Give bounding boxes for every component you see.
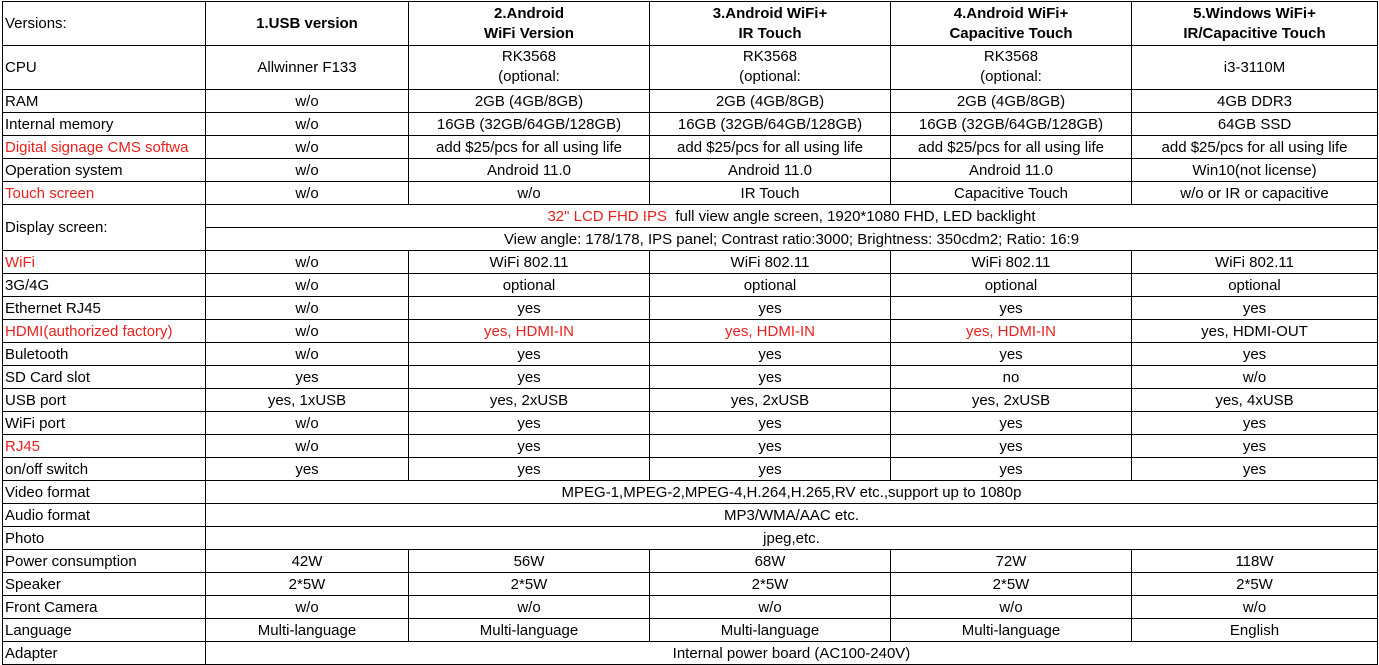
row-label: 3G/4G [3, 274, 206, 297]
table-cell: add $25/pcs for all using life [650, 136, 891, 159]
table-cell: 56W [409, 550, 650, 573]
table-row [3, 159, 1378, 182]
row-label: Digital signage CMS softwa [3, 136, 206, 159]
table-cell: w/o [206, 274, 409, 297]
table-cell: 42W [206, 550, 409, 573]
table-cell: yes [891, 458, 1132, 481]
table-cell: yes [206, 366, 409, 389]
merged-cell: MP3/WMA/AAC etc. [206, 504, 1378, 527]
table-row [3, 412, 1378, 435]
row-label: Speaker [3, 573, 206, 596]
table-row [3, 619, 1378, 642]
table-row [3, 113, 1378, 136]
row-label: Versions: [3, 2, 206, 46]
table-cell: w/o [206, 435, 409, 458]
table-cell: 68W [650, 550, 891, 573]
table-row [3, 205, 1378, 228]
row-label: Ethernet RJ45 [3, 297, 206, 320]
table-cell: 16GB (32GB/64GB/128GB) [409, 113, 650, 136]
column-header: 5.Windows WiFi+ IR/Capacitive Touch [1132, 2, 1378, 46]
table-cell: 16GB (32GB/64GB/128GB) [891, 113, 1132, 136]
table-cell: 64GB SSD [1132, 113, 1378, 136]
table-cell: w/o [1132, 366, 1378, 389]
table-row [3, 46, 1378, 90]
table-row [3, 90, 1378, 113]
table-cell: yes, HDMI-IN [650, 320, 891, 343]
table-cell: w/o [206, 182, 409, 205]
merged-cell: MPEG-1,MPEG-2,MPEG-4,H.264,H.265,RV etc.,support up to 1080p [206, 481, 1378, 504]
table-cell: yes [891, 435, 1132, 458]
row-label: Photo [3, 527, 206, 550]
table-cell: yes, 1xUSB [206, 389, 409, 412]
table-row [3, 596, 1378, 619]
table-cell: yes, 4xUSB [1132, 389, 1378, 412]
column-header: 2.Android WiFi Version [409, 2, 650, 46]
table-row [3, 504, 1378, 527]
table-cell: yes, HDMI-IN [409, 320, 650, 343]
table-cell: w/o [206, 159, 409, 182]
table-cell: w/o [206, 90, 409, 113]
table-cell: RK3568 (optional: [650, 46, 891, 90]
merged-cell: View angle: 178/178, IPS panel; Contrast ratio:3000; Brightness: 350cdm2; Ratio: 16:9 [206, 228, 1378, 251]
table-cell: yes [650, 343, 891, 366]
table-row [3, 320, 1378, 343]
table-cell: 2GB (4GB/8GB) [409, 90, 650, 113]
table-cell: yes [891, 343, 1132, 366]
table-row [3, 228, 1378, 251]
table-cell: optional [409, 274, 650, 297]
row-label: Language [3, 619, 206, 642]
table-row [3, 550, 1378, 573]
table-row [3, 366, 1378, 389]
table-row [3, 435, 1378, 458]
table-row [3, 274, 1378, 297]
row-label: Buletooth [3, 343, 206, 366]
table-cell: yes [206, 458, 409, 481]
table-cell: yes [1132, 435, 1378, 458]
table-cell: yes [650, 435, 891, 458]
table-cell: RK3568 (optional: [891, 46, 1132, 90]
row-label: USB port [3, 389, 206, 412]
table-cell: English [1132, 619, 1378, 642]
table-cell: Android 11.0 [891, 159, 1132, 182]
table-cell: no [891, 366, 1132, 389]
table-cell: w/o [206, 251, 409, 274]
row-label: RJ45 [3, 435, 206, 458]
table-cell: w/o [206, 113, 409, 136]
table-cell: yes [1132, 343, 1378, 366]
table-cell: yes [1132, 297, 1378, 320]
table-cell: Multi-language [206, 619, 409, 642]
table-cell: w/o [409, 596, 650, 619]
spec-table [2, 1, 1378, 665]
table-cell: Multi-language [650, 619, 891, 642]
table-cell: yes [409, 435, 650, 458]
table-cell: yes [409, 458, 650, 481]
table-row [3, 642, 1378, 665]
row-label: Video format [3, 481, 206, 504]
table-cell: 2*5W [206, 573, 409, 596]
row-label: WiFi port [3, 412, 206, 435]
table-row [3, 458, 1378, 481]
table-cell: yes, HDMI-IN [891, 320, 1132, 343]
table-cell: w/o [891, 596, 1132, 619]
table-row [3, 251, 1378, 274]
row-label: on/off switch [3, 458, 206, 481]
column-header: 3.Android WiFi+ IR Touch [650, 2, 891, 46]
table-cell: w/o [206, 297, 409, 320]
table-cell: 16GB (32GB/64GB/128GB) [650, 113, 891, 136]
merged-cell: Internal power board (AC100-240V) [206, 642, 1378, 665]
table-cell: yes [409, 297, 650, 320]
row-label: HDMI(authorized factory) [3, 320, 206, 343]
table-cell: 118W [1132, 550, 1378, 573]
table-cell: add $25/pcs for all using life [891, 136, 1132, 159]
table-cell: yes [891, 412, 1132, 435]
row-label: Internal memory [3, 113, 206, 136]
table-cell: add $25/pcs for all using life [1132, 136, 1378, 159]
merged-cell: jpeg,etc. [206, 527, 1378, 550]
table-row [3, 297, 1378, 320]
table-cell: yes [650, 412, 891, 435]
table-cell: yes [409, 366, 650, 389]
table-cell: yes [409, 343, 650, 366]
table-cell: optional [891, 274, 1132, 297]
row-label: SD Card slot [3, 366, 206, 389]
table-cell: w/o or IR or capacitive [1132, 182, 1378, 205]
table-cell: yes, 2xUSB [409, 389, 650, 412]
table-cell: w/o [206, 320, 409, 343]
table-cell: 2*5W [409, 573, 650, 596]
table-cell: Allwinner F133 [206, 46, 409, 90]
header-row [3, 2, 1378, 46]
table-cell: 2*5W [1132, 573, 1378, 596]
table-cell: Multi-language [409, 619, 650, 642]
table-cell: w/o [1132, 596, 1378, 619]
table-cell: yes, 2xUSB [650, 389, 891, 412]
table-cell: RK3568 (optional: [409, 46, 650, 90]
table-cell: Android 11.0 [409, 159, 650, 182]
row-label: WiFi [3, 251, 206, 274]
table-cell: WiFi 802.11 [409, 251, 650, 274]
merged-cell: 32" LCD FHD IPS full view angle screen, 1920*1080 FHD, LED backlight [206, 205, 1378, 228]
table-cell: Capacitive Touch [891, 182, 1132, 205]
table-cell: w/o [206, 596, 409, 619]
table-cell: yes [650, 366, 891, 389]
table-row [3, 481, 1378, 504]
row-label: Touch screen [3, 182, 206, 205]
row-label: CPU [3, 46, 206, 90]
column-header: 1.USB version [206, 2, 409, 46]
table-cell: w/o [206, 136, 409, 159]
table-cell: Win10(not license) [1132, 159, 1378, 182]
table-cell: w/o [206, 343, 409, 366]
table-cell: w/o [650, 596, 891, 619]
table-cell: optional [1132, 274, 1378, 297]
table-cell: Multi-language [891, 619, 1132, 642]
table-row [3, 573, 1378, 596]
table-row [3, 182, 1378, 205]
table-cell: yes, HDMI-OUT [1132, 320, 1378, 343]
table-cell: 2GB (4GB/8GB) [650, 90, 891, 113]
table-cell: optional [650, 274, 891, 297]
row-label: Power consumption [3, 550, 206, 573]
table-cell: i3-3110M [1132, 46, 1378, 90]
table-cell: 2GB (4GB/8GB) [891, 90, 1132, 113]
table-cell: yes [650, 458, 891, 481]
table-cell: yes [1132, 412, 1378, 435]
row-label: Adapter [3, 642, 206, 665]
table-row [3, 389, 1378, 412]
table-cell: 4GB DDR3 [1132, 90, 1378, 113]
table-cell: IR Touch [650, 182, 891, 205]
table-cell: yes [650, 297, 891, 320]
table-cell: yes [891, 297, 1132, 320]
table-cell: add $25/pcs for all using life [409, 136, 650, 159]
table-row [3, 527, 1378, 550]
row-label: Display screen: [3, 205, 206, 251]
table-cell: WiFi 802.11 [1132, 251, 1378, 274]
table-cell: Android 11.0 [650, 159, 891, 182]
row-label: Operation system [3, 159, 206, 182]
table-cell: WiFi 802.11 [891, 251, 1132, 274]
table-cell: 2*5W [650, 573, 891, 596]
row-label: RAM [3, 90, 206, 113]
table-cell: w/o [206, 412, 409, 435]
table-cell: yes, 2xUSB [891, 389, 1132, 412]
column-header: 4.Android WiFi+ Capacitive Touch [891, 2, 1132, 46]
table-cell: yes [1132, 458, 1378, 481]
table-cell: 2*5W [891, 573, 1132, 596]
table-cell: WiFi 802.11 [650, 251, 891, 274]
table-cell: w/o [409, 182, 650, 205]
row-label: Front Camera [3, 596, 206, 619]
table-row [3, 343, 1378, 366]
row-label: Audio format [3, 504, 206, 527]
table-row [3, 136, 1378, 159]
table-cell: yes [409, 412, 650, 435]
table-cell: 72W [891, 550, 1132, 573]
